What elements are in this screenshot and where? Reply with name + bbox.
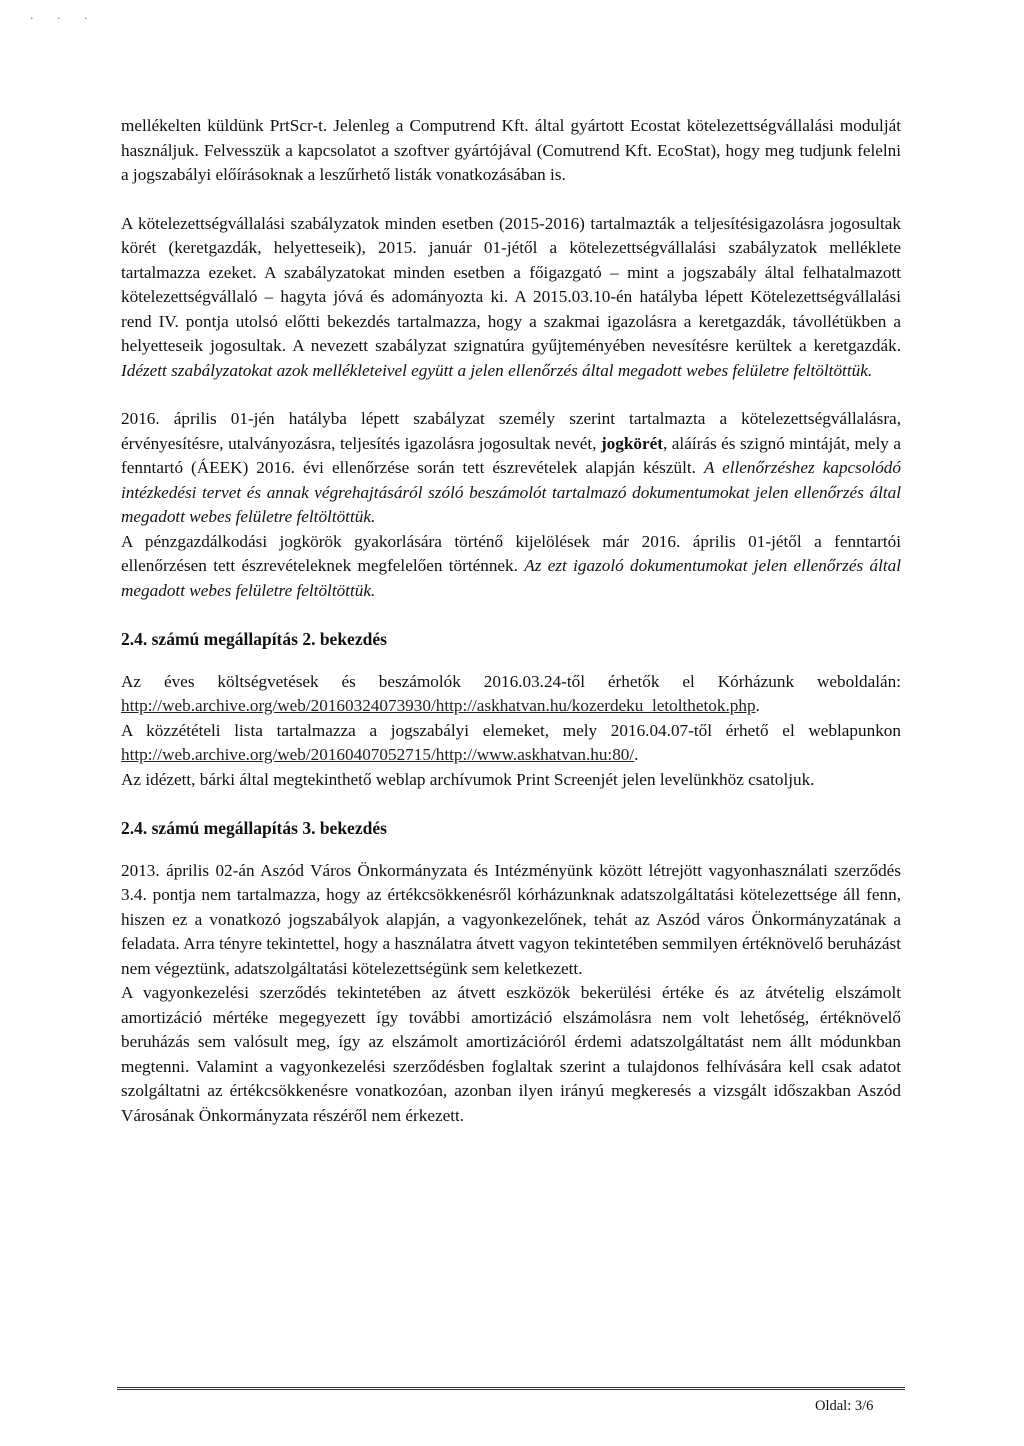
page-number: Oldal: 3/6 [815,1398,874,1414]
section-2-p1-text: Az éves költségvetések és beszámolók 2016.03.24-től érhetők el Kórházunk weboldalán: [121,671,901,691]
section-2-paragraph-1 [121,670,901,719]
disclosure-archive-link[interactable]: http://web.archive.org/web/20160407052715/http://www.askhatvan.hu:80/ [121,745,635,764]
section-2-heading: 2.4. számú megállapítás 2. bekezdés [121,629,387,649]
regulation-2016-paragraph [121,407,901,530]
section-2-p2-end: . [634,745,639,764]
scan-marks: · · · [30,12,98,25]
regulation-2016-bold: jogkörét [600,433,663,453]
finance-italic-note: Az ezt igazoló dokumentumokat jelen ellenőrzés által megadott webes felületre feltöltöttük. [121,556,901,600]
section-2-p1-end: . [755,696,760,715]
regulation-2016-text-a: 2016. április 01-jén hatályba lépett szabályzat személy szerint tartalmazta a kötelezettségvállalásra, érvényesítésre, utalványozásra, teljesítés igazolásra jogosultak nevét, [121,409,901,453]
rules-text: A kötelezettségvállalási szabályzatok minden esetben (2015-2016) tartalmazták a teljesítésigazolásra jogosultak körét (keretgazdák, helyetteseik), 2015. január 01-jétől a kötelezettségvállalási szabályzatok melléklete tartalmazza ezeket. A szabályzatokat minden esetben a főigazgató – mint a jogszabály által felhatalmazott kötelezettségvállaló – hagyta jóvá és adományozta ki. A 2015.03.10-én hatályba lépett Kötelezettségvállalási rend IV. pontja utolsó előtti bekezdés tartalmazza, hogy a szakmai igazolásra a keretgazdák, távollétükben a helyetteseik jogosultak. A nevezett szabályzat szignatúra gyűjteményében nevesítésre kerültek a keretgazdák. [121,213,901,355]
section-2-paragraph-3 [121,768,901,793]
footer-divider [117,1387,905,1390]
section-2-p3-text: Az idézett, bárki által megtekinthető weblap archívumok Print Screenjét jelen levelünkhöz csatoljuk. [121,769,815,789]
budget-archive-link[interactable]: http://web.archive.org/web/20160324073930/http://askhatvan.hu/kozerdeku_letolthetok.php [121,696,756,715]
regulation-2016-italic-note: A ellenőrzéshez kapcsolódó intézkedési tervet és annak végrehajtásáról szóló beszámolót tartalmazó dokumentumokat jelen ellenőrzés által megadott webes felületre feltöltöttük. [121,458,901,526]
section-3-paragraph-1: 2013. április 02-án Aszód Város Önkormányzata és Intézményünk között létrejött vagyonhasználati szerződés 3.4. pontja nem tartalmazza, hogy az értékcsökkenésről kórházunknak adatszolgáltatási kötelezettsége áll fenn, hiszen ez a vonatkozó jogszabályok alapján, a vagyonkezelőnek, tehát az Aszód város Önkormányzatának a feladata. Arra tényre tekintettel, hogy a használatra átvett vagyon tekintetében semmilyen értéknövelő beruházást nem végeztünk, adatszolgáltatási kötelezettségünk sem keletkezett. [121,860,901,978]
section-2-p2-text: A közzétételi lista tartalmazza a jogszabályi elemeket, mely 2016.04.07-től érhető el weblapunkon [121,720,901,740]
rules-italic-note: Idézett szabályzatokat azok mellékleteivel együtt a jelen ellenőrzés által megadott webes felületre feltöltöttük. [121,360,873,380]
rules-paragraph [121,212,901,384]
section-2-paragraph-2 [121,719,901,768]
regulation-2016-text-b: , aláírás és szignó mintáját, mely a fenntartó (ÁEEK) 2016. évi ellenőrzése során tett észrevételek alapján készült. [121,433,901,477]
intro-text: mellékelten küldünk PrtScr-t. Jelenleg a Computrend Kft. által gyártott Ecostat kötelezettségvállalási modulját használjuk. Felvesszük a kapcsolatot a szoftver gyártójával (Comutrend Kft. EcoStat), hogy meg tudjunk felelni a jogszabályi előírásoknak a leszűrhető listák vonatkozásában is. [121,116,901,184]
finance-paragraph [121,530,901,604]
section-3-paragraph-2: A vagyonkezelési szerződés tekintetében az átvett eszközök bekerülési értéke és az átvételig elszámolt amortizáció mértéke megegyezett így további amortizáció elszámolásra nem volt lehetőség, értéknövelő beruházás sem valósult meg, így az elszámolt amortizációról érdemi adatszolgáltatást nem állt módunkban megtenni. Valamint a vagyonkezelési szerződésben foglaltak szerint a tulajdonos felhívására kell csak adatot szolgáltatni az értékcsökkenésre vonatkozóan, azonban ilyen irányú megkeresés a vizsgált időszakban Aszód Városának Önkormányzata részéről nem érkezett. [121,983,901,1125]
intro-paragraph [121,114,901,188]
finance-text: A pénzgazdálkodási jogkörök gyakorlására történő kijelölések már 2016. április 01-jétől a fenntartói ellenőrzésen tett észrevételeknek megfelelően történnek. [121,531,901,575]
document-page [121,114,901,1128]
section-3-heading: 2.4. számú megállapítás 3. bekezdés [121,818,387,838]
